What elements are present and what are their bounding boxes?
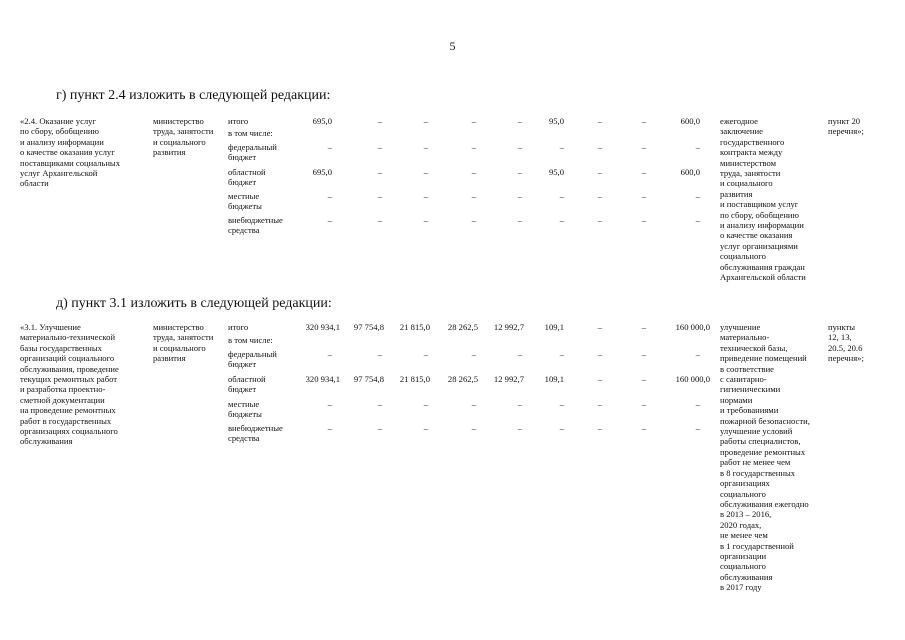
value-cell: 21 815,0 bbox=[399, 322, 430, 332]
value-cell: – bbox=[695, 349, 700, 359]
value-cell: – bbox=[377, 423, 382, 433]
value-cell: – bbox=[597, 423, 602, 433]
value-cell: – bbox=[517, 423, 522, 433]
value-cell: 97 754,8 bbox=[353, 322, 384, 332]
value-cell: – bbox=[597, 116, 602, 126]
value-cell: – bbox=[641, 423, 646, 433]
funding-source: в том числе: bbox=[228, 335, 273, 345]
value-cell: – bbox=[423, 142, 428, 152]
value-cell: 95,0 bbox=[548, 167, 564, 177]
funding-source: областной бюджет bbox=[228, 374, 266, 395]
funding-source: местные бюджеты bbox=[228, 399, 262, 420]
value-cell: – bbox=[695, 423, 700, 433]
value-cell: – bbox=[471, 215, 476, 225]
funding-source: внебюджетные средства bbox=[228, 215, 283, 236]
value-cell: – bbox=[559, 423, 564, 433]
value-cell: – bbox=[695, 399, 700, 409]
value-cell: – bbox=[517, 215, 522, 225]
value-cell: – bbox=[327, 399, 332, 409]
value-cell: – bbox=[641, 374, 646, 384]
value-cell: 109,1 bbox=[544, 374, 564, 384]
section-g-heading: г) пункт 2.4 изложить в следующей редакции: bbox=[56, 88, 331, 103]
value-cell: – bbox=[641, 191, 646, 201]
value-cell: – bbox=[641, 142, 646, 152]
value-cell: – bbox=[695, 191, 700, 201]
value-cell: – bbox=[327, 215, 332, 225]
value-cell: – bbox=[423, 423, 428, 433]
section-g-item-name: «2.4. Оказание услуг по сбору, обобщению и анализу информации о качестве оказания услуг поставщиками социальных услуг Архангельской области bbox=[20, 116, 120, 189]
value-cell: – bbox=[559, 191, 564, 201]
funding-source: итого bbox=[228, 322, 249, 332]
value-cell: 21 815,0 bbox=[399, 374, 430, 384]
value-cell: 28 262,5 bbox=[447, 374, 478, 384]
value-cell: – bbox=[471, 349, 476, 359]
value-cell: – bbox=[327, 142, 332, 152]
value-cell: – bbox=[327, 191, 332, 201]
value-cell: 28 262,5 bbox=[447, 322, 478, 332]
value-cell: – bbox=[695, 215, 700, 225]
value-cell: 160 000,0 bbox=[675, 374, 710, 384]
value-cell: – bbox=[559, 349, 564, 359]
value-cell: – bbox=[559, 142, 564, 152]
value-cell: 600,0 bbox=[680, 116, 700, 126]
value-cell: – bbox=[641, 167, 646, 177]
value-cell: 95,0 bbox=[548, 116, 564, 126]
value-cell: 109,1 bbox=[544, 322, 564, 332]
value-cell: – bbox=[559, 215, 564, 225]
value-cell: 12 992,7 bbox=[493, 374, 524, 384]
value-cell: – bbox=[471, 116, 476, 126]
value-cell: – bbox=[423, 116, 428, 126]
value-cell: – bbox=[517, 191, 522, 201]
value-cell: – bbox=[597, 167, 602, 177]
value-cell: – bbox=[423, 215, 428, 225]
funding-source: федеральный бюджет bbox=[228, 349, 277, 370]
section-g-result: ежегодное заключение государственного контракта между министерством труда, занятости и социального развития и поставщиком услуг по сбору, обобщению и анализу информации о качестве оказания услуг организациями социального обслуживания граждан Архангельской области bbox=[720, 116, 806, 283]
value-cell: – bbox=[597, 322, 602, 332]
value-cell: – bbox=[377, 399, 382, 409]
value-cell: – bbox=[377, 116, 382, 126]
value-cell: 160 000,0 bbox=[675, 322, 710, 332]
value-cell: – bbox=[517, 142, 522, 152]
funding-source: областной бюджет bbox=[228, 167, 266, 188]
value-cell: – bbox=[471, 142, 476, 152]
value-cell: 12 992,7 bbox=[493, 322, 524, 332]
section-d-heading: д) пункт 3.1 изложить в следующей редакции: bbox=[56, 296, 332, 311]
value-cell: – bbox=[377, 142, 382, 152]
funding-source: местные бюджеты bbox=[228, 191, 262, 212]
value-cell: – bbox=[641, 399, 646, 409]
page-number: 5 bbox=[449, 39, 456, 53]
funding-source: федеральный бюджет bbox=[228, 142, 277, 163]
value-cell: – bbox=[471, 423, 476, 433]
value-cell: – bbox=[377, 167, 382, 177]
value-cell: – bbox=[559, 399, 564, 409]
value-cell: – bbox=[695, 142, 700, 152]
value-cell: – bbox=[423, 349, 428, 359]
value-cell: – bbox=[327, 423, 332, 433]
value-cell: – bbox=[471, 167, 476, 177]
value-cell: – bbox=[377, 215, 382, 225]
value-cell: – bbox=[597, 215, 602, 225]
value-cell: – bbox=[641, 215, 646, 225]
value-cell: – bbox=[517, 399, 522, 409]
value-cell: 695,0 bbox=[312, 116, 332, 126]
value-cell: – bbox=[597, 191, 602, 201]
value-cell: – bbox=[471, 191, 476, 201]
value-cell: – bbox=[423, 167, 428, 177]
section-d-executor: министерство труда, занятости и социального развития bbox=[153, 322, 214, 364]
value-cell: 97 754,8 bbox=[353, 374, 384, 384]
value-cell: – bbox=[471, 399, 476, 409]
funding-source: итого bbox=[228, 116, 249, 126]
value-cell: – bbox=[641, 116, 646, 126]
value-cell: – bbox=[597, 142, 602, 152]
value-cell: – bbox=[597, 399, 602, 409]
funding-source: в том числе: bbox=[228, 128, 273, 138]
value-cell: 320 934,1 bbox=[305, 322, 340, 332]
value-cell: – bbox=[597, 374, 602, 384]
section-g-reference: пункт 20 перечня»; bbox=[828, 116, 864, 137]
value-cell: – bbox=[597, 349, 602, 359]
section-g-executor: министерство труда, занятости и социального развития bbox=[153, 116, 214, 158]
value-cell: – bbox=[517, 116, 522, 126]
value-cell: – bbox=[423, 191, 428, 201]
value-cell: – bbox=[377, 349, 382, 359]
value-cell: – bbox=[641, 322, 646, 332]
value-cell: – bbox=[641, 349, 646, 359]
value-cell: 695,0 bbox=[312, 167, 332, 177]
section-d-item-name: «3.1. Улучшение материально-технической базы государственных организаций социального обслуживания, проведение текущих ремонтных работ и разработка проектно- сметной документации на проведение ремонтных работ в государственных организациях социального обслуживания bbox=[20, 322, 119, 447]
funding-source: внебюджетные средства bbox=[228, 423, 283, 444]
value-cell: – bbox=[423, 399, 428, 409]
section-d-reference: пункты 12, 13, 20.5, 20.6 перечня»; bbox=[828, 322, 864, 364]
value-cell: – bbox=[327, 349, 332, 359]
section-d-result: улучшение материально- технической базы, приведение помещений в соответствие с санитарно- гигиеническими нормами и требованиями пожарной безопасности, улучшение условий работы специалистов, проведение ремонтных работ не менее чем в 8 государственных организациях социального обслуживания ежегодно в 2013 – 2016, 2020 годах, не менее чем в 1 государственной организации социального обслуживания в 2017 году bbox=[720, 322, 810, 593]
value-cell: 320 934,1 bbox=[305, 374, 340, 384]
value-cell: – bbox=[517, 167, 522, 177]
value-cell: – bbox=[377, 191, 382, 201]
value-cell: – bbox=[517, 349, 522, 359]
value-cell: 600,0 bbox=[680, 167, 700, 177]
